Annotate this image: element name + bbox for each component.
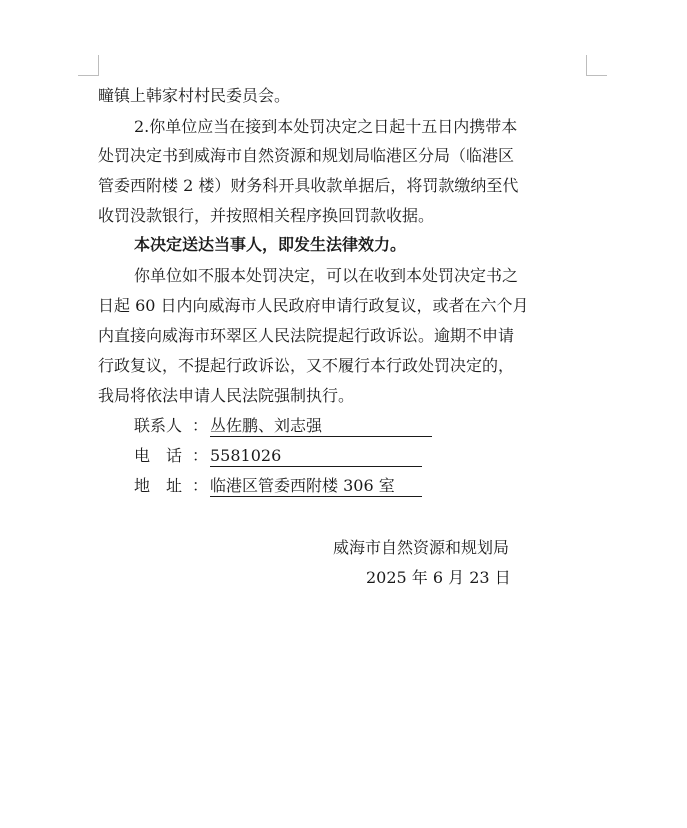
paragraph-line: 你单位如不服本处罚决定，可以在收到本处罚决定书之 [134, 266, 519, 285]
contact-person-colon: ： [192, 416, 209, 435]
signature-date: 2025 年 6 月 23 日 [366, 568, 511, 587]
paragraph-line: 管委西附楼 2 楼）财务科开具收款单据后，将罚款缴纳至代 [98, 176, 519, 195]
contact-address-colon: ： [192, 476, 209, 495]
margin-corner-mark-left [78, 55, 99, 76]
contact-person-row [134, 416, 454, 438]
contact-address-value: 临港区管委西附楼 306 室 [210, 476, 422, 497]
effect-statement: 本决定送达当事人，即发生法律效力。 [134, 235, 407, 254]
contact-address-label: 地 址 [134, 476, 183, 495]
contact-phone-row [134, 446, 454, 468]
contact-phone-value: 5581026 [210, 446, 422, 467]
paragraph-line: 收罚没款银行，并按照相关程序换回罚款收据。 [98, 206, 435, 225]
signature-organization: 威海市自然资源和规划局 [333, 538, 510, 557]
contact-person-label: 联系人 [134, 416, 183, 435]
contact-address-row [134, 476, 454, 498]
paragraph-line: 我局将依法申请人民法院强制执行。 [98, 386, 355, 405]
contact-phone-label: 电 话 [134, 446, 183, 465]
contact-phone-colon: ： [192, 446, 209, 465]
paragraph-line: 行政复议，不提起行政诉讼，又不履行本行政处罚决定的， [98, 356, 515, 375]
paragraph-line: 处罚决定书到威海市自然资源和规划局临港区分局（临港区 [98, 146, 515, 165]
margin-corner-mark-right [586, 55, 607, 76]
contact-person-value: 丛佐鹏、刘志强 [210, 416, 432, 437]
paragraph-line: 内直接向威海市环翠区人民法院提起行政诉讼。逾期不申请 [98, 326, 515, 345]
paragraph-line: 疃镇上韩家村村民委员会。 [98, 86, 291, 105]
paragraph-line: 日起 60 日内向威海市人民政府申请行政复议，或者在六个月 [98, 296, 529, 315]
paragraph-line: 2.你单位应当在接到本处罚决定之日起十五日内携带本 [134, 117, 518, 136]
